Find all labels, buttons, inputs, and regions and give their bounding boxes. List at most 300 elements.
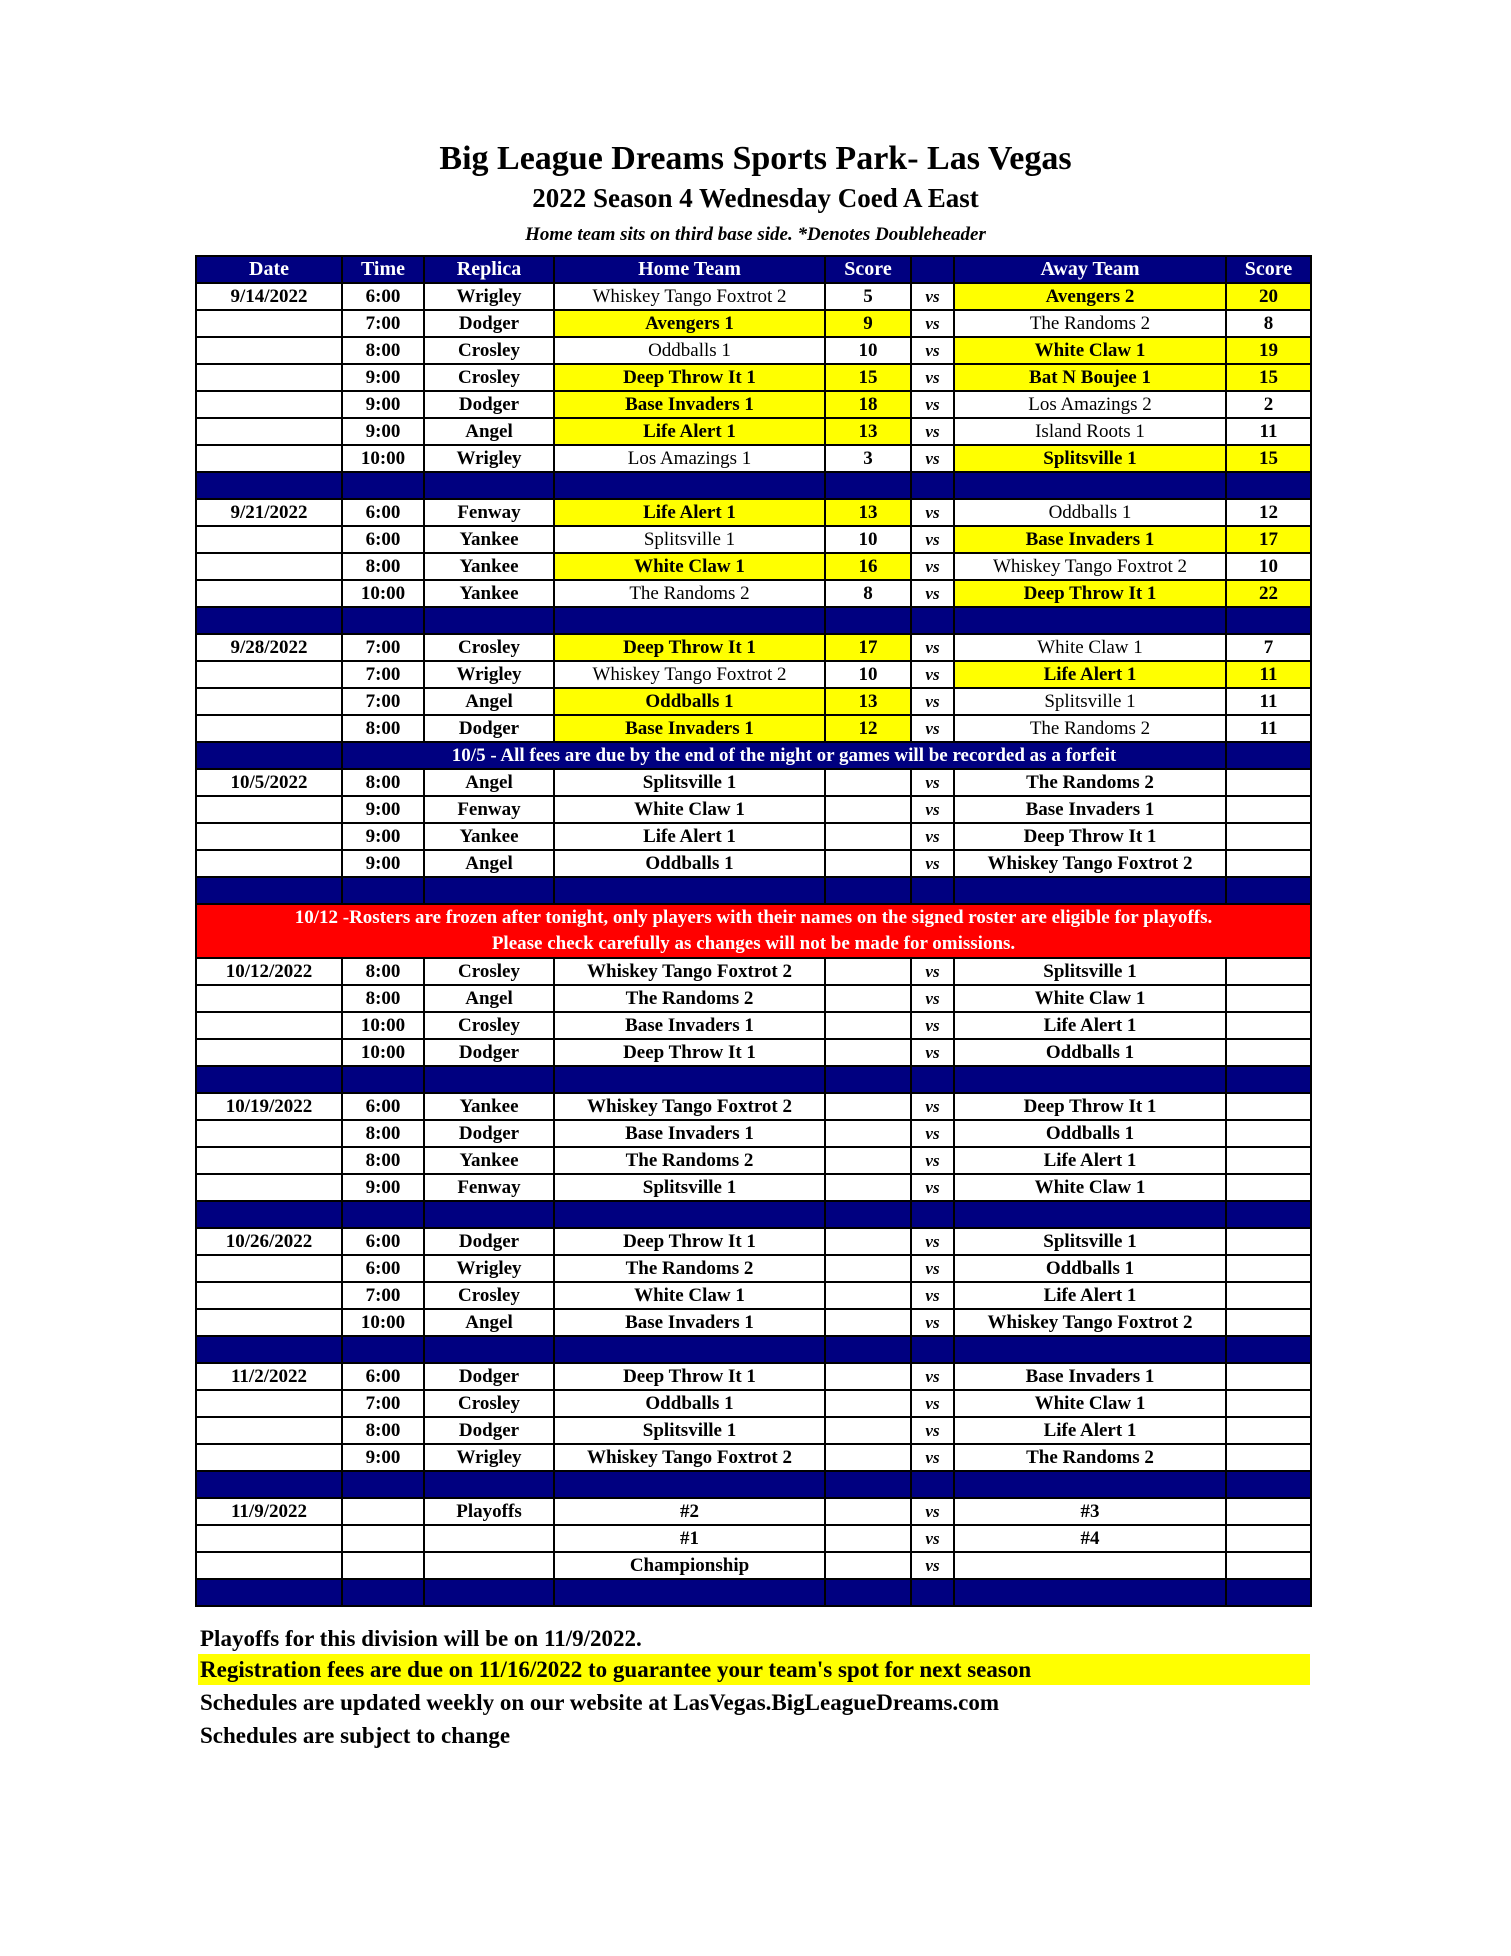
away-score	[1226, 1309, 1311, 1336]
game-row	[196, 337, 1311, 364]
game-time: 8:00	[342, 553, 424, 580]
away-team: The Randoms 2	[954, 1444, 1226, 1471]
away-score	[1226, 1552, 1311, 1579]
separator-cell	[911, 1201, 954, 1228]
game-row	[196, 1444, 1311, 1471]
away-team: Bat N Boujee 1	[954, 364, 1226, 391]
home-team: Deep Throw It 1	[554, 1039, 825, 1066]
col-home-team: Home Team	[554, 256, 825, 283]
away-score: 15	[1226, 364, 1311, 391]
away-score	[1226, 985, 1311, 1012]
away-team: White Claw 1	[954, 634, 1226, 661]
game-date	[196, 337, 342, 364]
game-time: 8:00	[342, 1120, 424, 1147]
home-team: Whiskey Tango Foxtrot 2	[554, 661, 825, 688]
game-row	[196, 526, 1311, 553]
separator-cell	[554, 1579, 825, 1606]
versus-label: vs	[911, 1417, 954, 1444]
game-date	[196, 1525, 342, 1552]
separator-cell	[554, 1066, 825, 1093]
away-team: The Randoms 2	[954, 769, 1226, 796]
home-team: Championship	[554, 1552, 825, 1579]
home-score	[825, 1390, 911, 1417]
home-team: Life Alert 1	[554, 418, 825, 445]
separator-cell	[554, 1201, 825, 1228]
game-time: 9:00	[342, 850, 424, 877]
away-score: 8	[1226, 310, 1311, 337]
game-field: Angel	[424, 418, 554, 445]
game-time	[342, 1552, 424, 1579]
versus-label: vs	[911, 1444, 954, 1471]
away-team: Los Amazings 2	[954, 391, 1226, 418]
versus-label: vs	[911, 796, 954, 823]
col-replica: Replica	[424, 256, 554, 283]
away-team: Splitsville 1	[954, 445, 1226, 472]
away-team: Oddballs 1	[954, 499, 1226, 526]
home-team: Base Invaders 1	[554, 1012, 825, 1039]
game-date	[196, 850, 342, 877]
game-date	[196, 310, 342, 337]
versus-label: vs	[911, 985, 954, 1012]
home-team: Whiskey Tango Foxtrot 2	[554, 958, 825, 985]
versus-label: vs	[911, 823, 954, 850]
away-team: Avengers 2	[954, 283, 1226, 310]
game-time: 7:00	[342, 1390, 424, 1417]
game-time: 6:00	[342, 1093, 424, 1120]
away-score	[1226, 1498, 1311, 1525]
col-vs	[911, 256, 954, 283]
game-field: Angel	[424, 688, 554, 715]
separator-row	[196, 472, 1311, 499]
versus-label: vs	[911, 418, 954, 445]
home-team: Deep Throw It 1	[554, 364, 825, 391]
home-team: The Randoms 2	[554, 1147, 825, 1174]
game-date	[196, 1147, 342, 1174]
game-field: Wrigley	[424, 283, 554, 310]
home-team: Base Invaders 1	[554, 1120, 825, 1147]
versus-label: vs	[911, 1174, 954, 1201]
away-team: Oddballs 1	[954, 1039, 1226, 1066]
away-score	[1226, 958, 1311, 985]
game-row	[196, 1309, 1311, 1336]
separator-cell	[825, 1201, 911, 1228]
away-score	[1226, 796, 1311, 823]
separator-cell	[554, 607, 825, 634]
game-field: Wrigley	[424, 1255, 554, 1282]
roster-notice-line2: Please check carefully as changes will not be made for omissions.	[491, 933, 1016, 954]
home-score	[825, 1417, 911, 1444]
versus-label: vs	[911, 1228, 954, 1255]
game-field: Yankee	[424, 526, 554, 553]
separator-cell	[825, 472, 911, 499]
separator-cell	[342, 1579, 424, 1606]
separator-cell	[954, 472, 1226, 499]
game-time: 6:00	[342, 283, 424, 310]
home-score	[825, 1147, 911, 1174]
game-row	[196, 823, 1311, 850]
home-score: 15	[825, 364, 911, 391]
away-team: The Randoms 2	[954, 310, 1226, 337]
game-date: 9/28/2022	[196, 634, 342, 661]
away-score	[1226, 1228, 1311, 1255]
game-date	[196, 985, 342, 1012]
away-team: #4	[954, 1525, 1226, 1552]
separator-cell	[424, 1579, 554, 1606]
game-row	[196, 580, 1311, 607]
home-team: Splitsville 1	[554, 1174, 825, 1201]
game-row	[196, 985, 1311, 1012]
game-field: Dodger	[424, 1120, 554, 1147]
game-field: Angel	[424, 1309, 554, 1336]
away-score	[1226, 1174, 1311, 1201]
away-score	[1226, 850, 1311, 877]
game-field: Angel	[424, 769, 554, 796]
separator-cell	[342, 472, 424, 499]
game-field: Crosley	[424, 1390, 554, 1417]
col-date: Date	[196, 256, 342, 283]
game-date	[196, 526, 342, 553]
game-time: 8:00	[342, 958, 424, 985]
game-row	[196, 1552, 1311, 1579]
separator-cell	[1226, 1471, 1311, 1498]
separator-cell	[825, 607, 911, 634]
versus-label: vs	[911, 499, 954, 526]
game-date	[196, 796, 342, 823]
away-team: White Claw 1	[954, 985, 1226, 1012]
home-team: Deep Throw It 1	[554, 634, 825, 661]
game-row	[196, 715, 1311, 742]
game-row	[196, 958, 1311, 985]
separator-cell	[196, 607, 342, 634]
home-score	[825, 1309, 911, 1336]
home-team: The Randoms 2	[554, 580, 825, 607]
versus-label: vs	[911, 337, 954, 364]
game-time: 10:00	[342, 445, 424, 472]
separator-cell	[424, 1066, 554, 1093]
versus-label: vs	[911, 1012, 954, 1039]
game-date	[196, 715, 342, 742]
home-team: Whiskey Tango Foxtrot 2	[554, 283, 825, 310]
separator-cell	[911, 1066, 954, 1093]
notice-spacer	[1226, 742, 1311, 769]
separator-cell	[911, 472, 954, 499]
page-title: Big League Dreams Sports Park- Las Vegas	[439, 140, 1072, 177]
game-row	[196, 1282, 1311, 1309]
game-date	[196, 1120, 342, 1147]
game-row	[196, 1012, 1311, 1039]
versus-label: vs	[911, 1093, 954, 1120]
home-score: 16	[825, 553, 911, 580]
away-score	[1226, 1525, 1311, 1552]
separator-cell	[424, 1201, 554, 1228]
game-time: 6:00	[342, 1255, 424, 1282]
away-team: Base Invaders 1	[954, 796, 1226, 823]
separator-cell	[424, 1471, 554, 1498]
versus-label: vs	[911, 445, 954, 472]
home-score: 3	[825, 445, 911, 472]
home-team: The Randoms 2	[554, 985, 825, 1012]
game-date: 10/12/2022	[196, 958, 342, 985]
home-team: White Claw 1	[554, 553, 825, 580]
separator-row	[196, 1066, 1311, 1093]
home-team: White Claw 1	[554, 1282, 825, 1309]
separator-cell	[554, 472, 825, 499]
versus-label: vs	[911, 391, 954, 418]
game-field: Dodger	[424, 1228, 554, 1255]
game-field: Wrigley	[424, 445, 554, 472]
game-row	[196, 850, 1311, 877]
home-score: 8	[825, 580, 911, 607]
game-row	[196, 553, 1311, 580]
home-score: 9	[825, 310, 911, 337]
fee-notice-row	[196, 742, 1311, 769]
home-score: 12	[825, 715, 911, 742]
fee-notice: 10/5 - All fees are due by the end of the night or games will be recorded as a forfeit	[342, 742, 1226, 769]
schedule-table	[195, 255, 1312, 1607]
game-time: 9:00	[342, 418, 424, 445]
game-time: 7:00	[342, 634, 424, 661]
game-field	[424, 1525, 554, 1552]
game-time: 6:00	[342, 1228, 424, 1255]
separator-cell	[825, 877, 911, 904]
away-score: 20	[1226, 283, 1311, 310]
home-team: Whiskey Tango Foxtrot 2	[554, 1093, 825, 1120]
versus-label: vs	[911, 1120, 954, 1147]
away-score: 17	[1226, 526, 1311, 553]
separator-cell	[342, 1201, 424, 1228]
away-score: 19	[1226, 337, 1311, 364]
away-team: Whiskey Tango Foxtrot 2	[954, 1309, 1226, 1336]
versus-label: vs	[911, 688, 954, 715]
game-date	[196, 1444, 342, 1471]
game-field: Fenway	[424, 796, 554, 823]
game-row	[196, 1255, 1311, 1282]
game-field: Angel	[424, 985, 554, 1012]
separator-cell	[342, 877, 424, 904]
home-team: Life Alert 1	[554, 823, 825, 850]
game-field: Dodger	[424, 1417, 554, 1444]
away-team: Deep Throw It 1	[954, 823, 1226, 850]
game-field: Dodger	[424, 1039, 554, 1066]
away-team: Life Alert 1	[954, 1417, 1226, 1444]
game-time: 10:00	[342, 1309, 424, 1336]
away-team: White Claw 1	[954, 337, 1226, 364]
website-note: Schedules are updated weekly on our website at LasVegas.BigLeagueDreams.com	[200, 1690, 1000, 1715]
game-field: Crosley	[424, 337, 554, 364]
playoffs-note: Playoffs for this division will be on 11/9/2022.	[200, 1626, 642, 1651]
separator-cell	[424, 1336, 554, 1363]
separator-cell	[911, 607, 954, 634]
home-score	[825, 958, 911, 985]
versus-label: vs	[911, 1282, 954, 1309]
home-team: #2	[554, 1498, 825, 1525]
home-score: 18	[825, 391, 911, 418]
home-team: Oddballs 1	[554, 688, 825, 715]
home-score	[825, 796, 911, 823]
game-date	[196, 1039, 342, 1066]
schedule-body	[196, 283, 1311, 1606]
game-date	[196, 391, 342, 418]
header-row	[196, 256, 1311, 283]
game-date	[196, 1174, 342, 1201]
separator-cell	[954, 1336, 1226, 1363]
game-time: 6:00	[342, 526, 424, 553]
away-team: Splitsville 1	[954, 688, 1226, 715]
away-team: Splitsville 1	[954, 958, 1226, 985]
home-score	[825, 1363, 911, 1390]
game-row	[196, 418, 1311, 445]
versus-label: vs	[911, 715, 954, 742]
game-time: 7:00	[342, 1282, 424, 1309]
game-date	[196, 445, 342, 472]
game-field: Angel	[424, 850, 554, 877]
col-home-score: Score	[825, 256, 911, 283]
home-team: Base Invaders 1	[554, 715, 825, 742]
home-score	[825, 1039, 911, 1066]
game-row	[196, 1093, 1311, 1120]
home-score	[825, 1444, 911, 1471]
separator-cell	[424, 472, 554, 499]
game-field: Crosley	[424, 1012, 554, 1039]
game-row	[196, 310, 1311, 337]
game-row	[196, 499, 1311, 526]
home-score: 5	[825, 283, 911, 310]
home-score	[825, 1093, 911, 1120]
home-team: Oddballs 1	[554, 850, 825, 877]
separator-cell	[196, 1066, 342, 1093]
home-team: Life Alert 1	[554, 499, 825, 526]
versus-label: vs	[911, 1363, 954, 1390]
versus-label: vs	[911, 1390, 954, 1417]
game-row	[196, 1525, 1311, 1552]
home-team: Splitsville 1	[554, 526, 825, 553]
versus-label: vs	[911, 580, 954, 607]
home-team: Oddballs 1	[554, 1390, 825, 1417]
game-field: Yankee	[424, 553, 554, 580]
game-time: 9:00	[342, 364, 424, 391]
away-score	[1226, 1390, 1311, 1417]
away-team: White Claw 1	[954, 1174, 1226, 1201]
game-date	[196, 1012, 342, 1039]
away-team: Whiskey Tango Foxtrot 2	[954, 850, 1226, 877]
game-date	[196, 580, 342, 607]
versus-label: vs	[911, 1039, 954, 1066]
game-date	[196, 661, 342, 688]
game-time: 10:00	[342, 1012, 424, 1039]
away-team: Deep Throw It 1	[954, 580, 1226, 607]
away-score	[1226, 1039, 1311, 1066]
away-score: 12	[1226, 499, 1311, 526]
game-row	[196, 1174, 1311, 1201]
separator-cell	[954, 1579, 1226, 1606]
home-team: #1	[554, 1525, 825, 1552]
home-team: Deep Throw It 1	[554, 1363, 825, 1390]
game-row	[196, 1147, 1311, 1174]
away-score	[1226, 1120, 1311, 1147]
separator-cell	[825, 1579, 911, 1606]
away-score	[1226, 1147, 1311, 1174]
away-team: The Randoms 2	[954, 715, 1226, 742]
home-score	[825, 769, 911, 796]
versus-label: vs	[911, 1498, 954, 1525]
game-time: 6:00	[342, 1363, 424, 1390]
game-date: 11/9/2022	[196, 1498, 342, 1525]
away-team: #3	[954, 1498, 1226, 1525]
game-field: Fenway	[424, 1174, 554, 1201]
game-field: Wrigley	[424, 1444, 554, 1471]
game-field: Yankee	[424, 1147, 554, 1174]
game-date: 9/21/2022	[196, 499, 342, 526]
home-score	[825, 1255, 911, 1282]
game-time: 8:00	[342, 715, 424, 742]
game-row	[196, 634, 1311, 661]
game-date	[196, 553, 342, 580]
separator-cell	[911, 1471, 954, 1498]
game-field: Crosley	[424, 364, 554, 391]
away-score	[1226, 1363, 1311, 1390]
home-team: White Claw 1	[554, 796, 825, 823]
registration-note: Registration fees are due on 11/16/2022 to guarantee your team's spot for next season	[198, 1654, 1310, 1685]
game-date	[196, 688, 342, 715]
separator-cell	[1226, 1201, 1311, 1228]
game-time: 9:00	[342, 391, 424, 418]
home-team: The Randoms 2	[554, 1255, 825, 1282]
game-field: Fenway	[424, 499, 554, 526]
game-row	[196, 1498, 1311, 1525]
home-score	[825, 850, 911, 877]
game-row	[196, 661, 1311, 688]
game-date: 10/26/2022	[196, 1228, 342, 1255]
away-team: Island Roots 1	[954, 418, 1226, 445]
versus-label: vs	[911, 1255, 954, 1282]
game-time: 8:00	[342, 1417, 424, 1444]
away-score: 11	[1226, 688, 1311, 715]
away-score: 11	[1226, 418, 1311, 445]
game-field: Crosley	[424, 1282, 554, 1309]
game-time: 8:00	[342, 985, 424, 1012]
versus-label: vs	[911, 1147, 954, 1174]
game-row	[196, 688, 1311, 715]
away-team: Oddballs 1	[954, 1255, 1226, 1282]
separator-cell	[954, 1066, 1226, 1093]
separator-cell	[554, 1471, 825, 1498]
separator-cell	[954, 1201, 1226, 1228]
separator-cell	[1226, 1066, 1311, 1093]
separator-cell	[911, 1336, 954, 1363]
home-team: Base Invaders 1	[554, 391, 825, 418]
home-team: Whiskey Tango Foxtrot 2	[554, 1444, 825, 1471]
home-team: Los Amazings 1	[554, 445, 825, 472]
col-away-score: Score	[1226, 256, 1311, 283]
game-date	[196, 1552, 342, 1579]
away-score: 7	[1226, 634, 1311, 661]
away-team: Deep Throw It 1	[954, 1093, 1226, 1120]
game-time: 9:00	[342, 1444, 424, 1471]
roster-notice	[196, 904, 1311, 958]
home-score	[825, 985, 911, 1012]
separator-cell	[196, 1336, 342, 1363]
home-score	[825, 1498, 911, 1525]
separator-cell	[1226, 607, 1311, 634]
game-time: 10:00	[342, 1039, 424, 1066]
away-score: 2	[1226, 391, 1311, 418]
game-time: 7:00	[342, 688, 424, 715]
game-time: 9:00	[342, 796, 424, 823]
separator-cell	[342, 1066, 424, 1093]
col-time: Time	[342, 256, 424, 283]
game-time: 7:00	[342, 310, 424, 337]
change-note: Schedules are subject to change	[200, 1723, 511, 1748]
